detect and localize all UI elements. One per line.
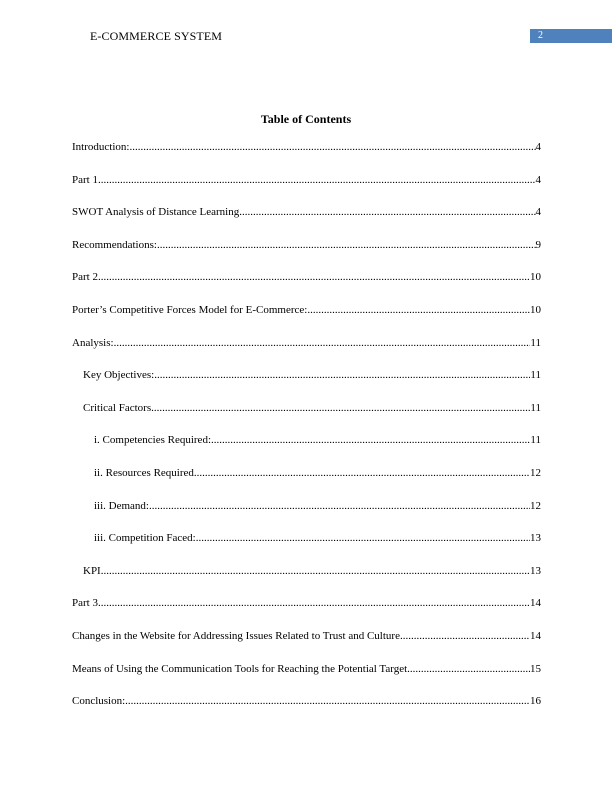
toc-entry-critical-factors[interactable] xyxy=(72,401,541,434)
toc-entry-page: 9 xyxy=(535,238,541,251)
toc-entry-competencies-required[interactable] xyxy=(72,433,541,466)
toc-entry-page: 16 xyxy=(530,695,541,708)
toc-entry-website-changes[interactable] xyxy=(72,629,541,662)
toc-entry-key-objectives[interactable] xyxy=(72,368,541,401)
toc-entry-text: Means of Using the Communication Tools for Reaching the Potential Target xyxy=(72,662,408,675)
toc-entry-page: 14 xyxy=(530,629,541,642)
page-number-badge: 2 xyxy=(530,29,612,43)
toc-entry-swot-analysis[interactable] xyxy=(72,205,541,238)
toc-entry-page: 11 xyxy=(530,434,541,447)
toc-leader-dots xyxy=(125,694,530,708)
toc-entry-introduction[interactable] xyxy=(72,140,541,173)
toc-entry-page: 11 xyxy=(530,369,541,382)
toc-entry-part-2[interactable] xyxy=(72,270,541,303)
toc-entry-text: Introduction: xyxy=(72,141,130,153)
toc-leader-dots xyxy=(194,466,530,480)
toc-entry-page: 10 xyxy=(530,303,541,316)
toc-entry-page: 4 xyxy=(535,173,541,186)
toc-entry-text: Critical Factors xyxy=(83,401,152,414)
toc-entry-text: SWOT Analysis of Distance Learning xyxy=(72,206,240,219)
toc-leader-dots xyxy=(239,205,535,219)
toc-entry-part-1[interactable] xyxy=(72,173,541,206)
toc-entry-text: Recommendations: xyxy=(72,238,157,251)
toc-entry-page: 4 xyxy=(535,141,541,153)
toc-entry-page: 10 xyxy=(530,271,541,284)
toc-leader-dots xyxy=(154,368,530,382)
toc-entry-page: 15 xyxy=(530,662,541,675)
toc-leader-dots xyxy=(149,499,530,513)
toc-heading: Table of Contents xyxy=(260,112,352,126)
toc-entry-recommendations[interactable] xyxy=(72,238,541,271)
toc-leader-dots xyxy=(196,531,530,545)
toc-leader-dots xyxy=(400,629,530,643)
toc-leader-dots xyxy=(114,336,531,350)
toc-entry-text: Porter’s Competitive Forces Model for E-Commerce: xyxy=(72,303,308,316)
toc-entry-communication-tools[interactable] xyxy=(72,662,541,695)
toc-leader-dots xyxy=(98,596,530,610)
toc-entry-porters-model[interactable] xyxy=(72,303,541,336)
toc-leader-dots xyxy=(157,238,536,252)
toc-entry-competition-faced[interactable] xyxy=(72,531,541,564)
toc-leader-dots xyxy=(211,433,530,447)
toc-entry-text: iii. Competition Faced: xyxy=(94,532,196,545)
toc-entry-kpi[interactable] xyxy=(72,564,541,597)
toc-leader-dots xyxy=(101,564,530,578)
toc-entry-part-3[interactable] xyxy=(72,596,541,629)
toc-entry-demand[interactable] xyxy=(72,499,541,532)
toc-leader-dots xyxy=(407,662,530,676)
running-header-title: E-COMMERCE SYSTEM xyxy=(90,29,223,43)
toc-entry-text: Analysis: xyxy=(72,336,114,349)
toc-entry-text: i. Competencies Required: xyxy=(94,434,211,447)
toc-entry-resources-required[interactable] xyxy=(72,466,541,499)
toc-leader-dots xyxy=(98,173,536,187)
toc-entry-text: Part 3 xyxy=(72,597,98,610)
toc-entry-page: 11 xyxy=(530,401,541,414)
toc-entry-page: 4 xyxy=(535,206,541,219)
toc-entry-text: Part 2 xyxy=(72,271,98,284)
toc-entry-page: 13 xyxy=(530,564,541,577)
toc-entry-page: 13 xyxy=(530,532,541,545)
toc-entry-page: 12 xyxy=(530,466,541,479)
toc-leader-dots xyxy=(98,270,530,284)
toc-entry-text: iii. Demand: xyxy=(94,499,149,512)
toc-leader-dots xyxy=(307,303,530,317)
toc-entry-page: 14 xyxy=(530,597,541,610)
toc-entry-text: KPI xyxy=(83,564,101,577)
table-of-contents xyxy=(72,140,541,727)
toc-entry-page: 12 xyxy=(530,499,541,512)
toc-leader-dots xyxy=(129,140,535,154)
toc-entry-text: Key Objectives: xyxy=(83,369,155,382)
toc-entry-page: 11 xyxy=(530,336,541,349)
toc-entry-text: Part 1 xyxy=(72,173,98,186)
toc-leader-dots xyxy=(151,401,530,415)
toc-entry-text: ii. Resources Required xyxy=(94,466,194,479)
toc-entry-conclusion[interactable] xyxy=(72,694,541,727)
toc-entry-text: Changes in the Website for Addressing Issues Related to Trust and Culture xyxy=(72,629,400,642)
toc-entry-analysis[interactable] xyxy=(72,336,541,369)
toc-entry-text: Conclusion: xyxy=(72,695,126,708)
